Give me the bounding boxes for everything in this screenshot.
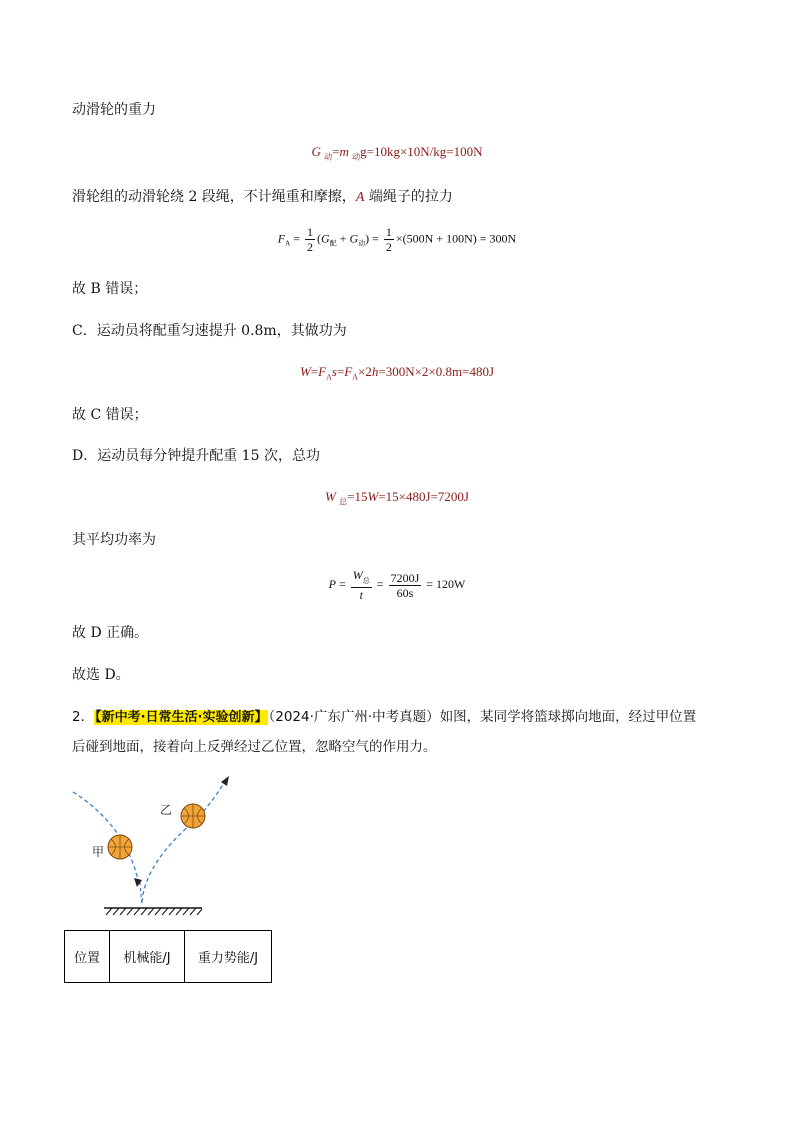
problem2-tag: 【新中考·日常生活·实验创新】: [95, 710, 268, 725]
ground-hatch: [106, 908, 202, 915]
header-gravitational-potential-energy: 重力势能/J: [185, 931, 272, 983]
rebound-path: [142, 780, 226, 902]
basketball-jia-icon: [108, 835, 132, 859]
energy-table: [64, 930, 272, 983]
formula-rope-force: $F_A$ = $\frac{1}{2}$ $(G_配 + G_动)$ = $\frac{1}{2}$ ×(500N + 100N) = 300N: [277, 225, 517, 254]
problem2-line2: 后碰到地面，接着向上反弹经过乙位置，忽略空气的作用力。: [72, 739, 437, 755]
d-right: 故 D 正确。: [72, 625, 149, 641]
choose-d: 故选 D。: [72, 667, 130, 683]
descend-path: [73, 792, 138, 880]
label-jia: 甲: [92, 845, 105, 859]
b-wrong: 故 B 错误；: [72, 281, 148, 297]
label-yi: 乙: [160, 803, 173, 817]
c-text: C．运动员将配重匀速提升 0.8m，其做功为: [72, 323, 347, 339]
arrow-down-icon: [134, 878, 142, 887]
basketball-diagram: [60, 770, 260, 920]
problem2-line1: 2．【新中考·日常生活·实验创新】（2024·广东广州·中考真题）如图，某同学将篮球掷向地面，经过甲位置: [72, 709, 697, 725]
formula-work: $W=F_As=F_A\times 2h=300N\times 2\times 0.8m=480J$: [299, 364, 495, 382]
table-header-row: [65, 931, 272, 983]
avg-power-label: 其平均功率为: [72, 532, 156, 548]
d-text: D．运动员每分钟提升配重 15 次，总功: [72, 448, 320, 464]
formula-power: P = $\frac{W_总}{t}$ = $\frac{7200J}{60s}$ = 120W: [328, 568, 466, 603]
header-position: 位置: [65, 931, 110, 983]
rope-note: 滑轮组的动滑轮绕 2 段绳，不计绳重和摩擦，A 端绳子的拉力: [72, 189, 453, 205]
c-wrong: 故 C 错误；: [72, 407, 148, 423]
formula-pulley-weight: G $_动$=m $_动$g=10kg×10N/kg=100N: [311, 144, 483, 162]
formula-total-work: W $_总$=15W=15×480J=7200J: [325, 489, 469, 507]
pulley-weight-label: 动滑轮的重力: [72, 102, 156, 118]
basketball-yi-icon: [181, 804, 205, 828]
header-mechanical-energy: 机械能/J: [110, 931, 185, 983]
arrow-up-icon: [221, 776, 229, 786]
